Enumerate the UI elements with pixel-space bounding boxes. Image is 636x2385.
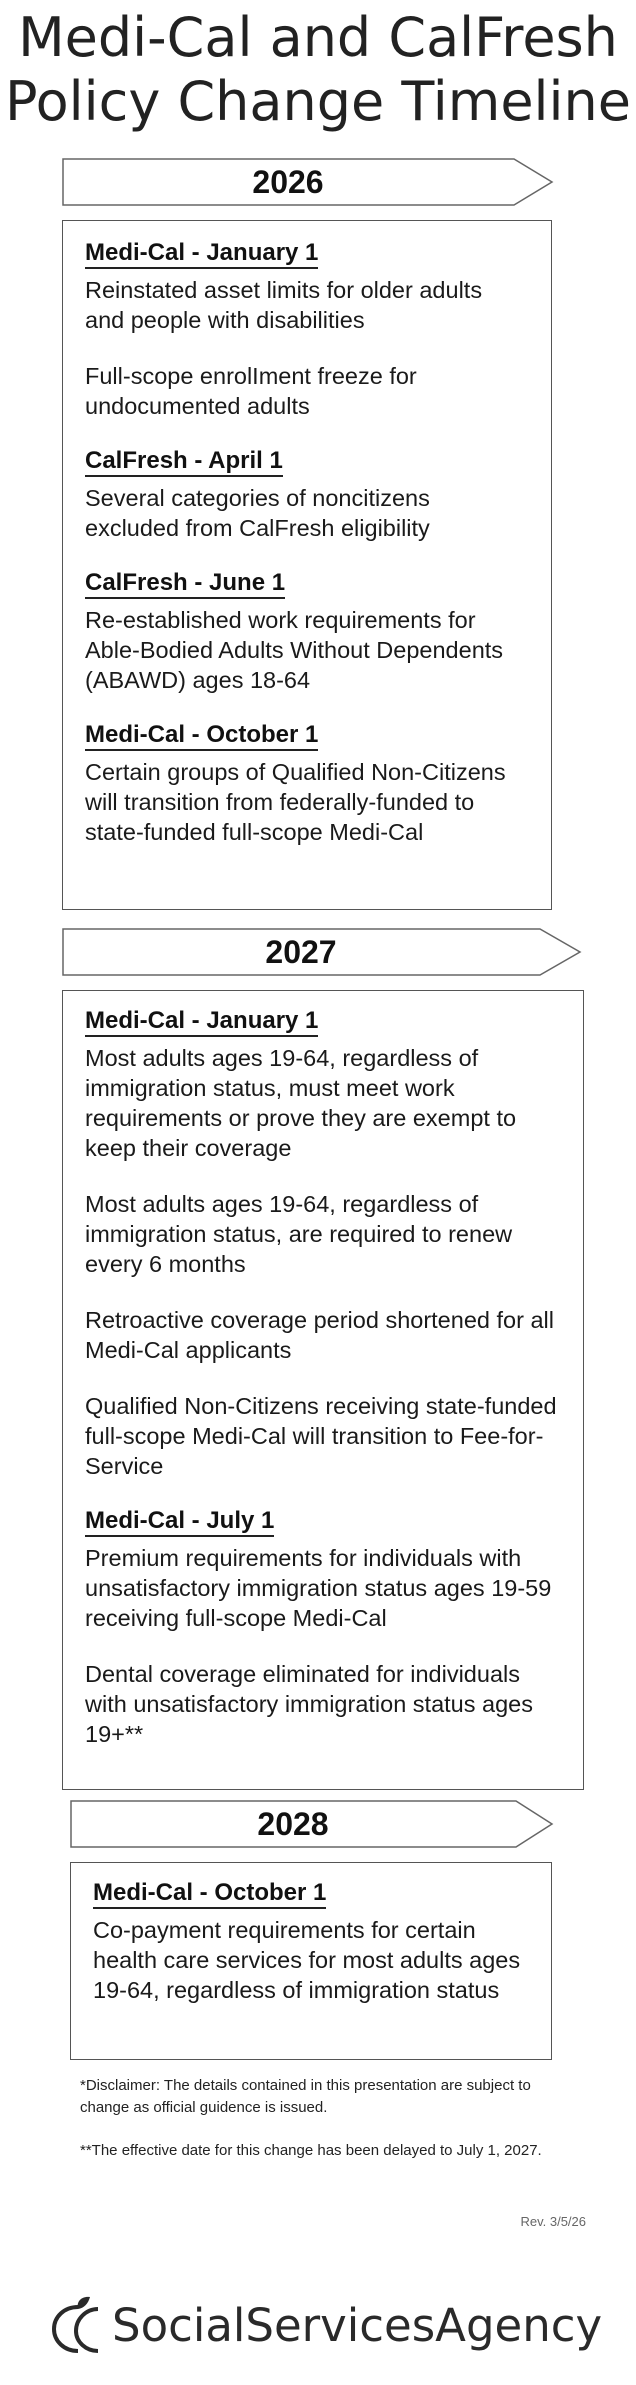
policy-item: Most adults ages 19-64, regardless of immigration status, must meet work requirements or prove they are exempt to keep their coverage: [85, 1045, 517, 1161]
group-medi-cal-oct-2026: [85, 721, 527, 847]
group-heading: Medi-Cal - July 1: [85, 1507, 274, 1537]
year-banner-2026: [62, 158, 554, 206]
year-label: 2026: [252, 164, 324, 200]
policy-item: Co-payment requirements for certain health care services for most adults ages 19-64, regardless of immigration status: [93, 1917, 521, 2003]
policy-item: Several categories of noncitizens excluded from CalFresh eligibility: [85, 485, 430, 541]
group-calfresh-apr-2026: [85, 447, 527, 543]
section-box-2027: [62, 990, 584, 1790]
year-label: 2028: [257, 1806, 329, 1842]
section-box-2028: [70, 1862, 552, 2060]
revision-label: Rev. 3/5/26: [520, 2214, 586, 2229]
cc-leaf-logo-icon: [48, 2295, 112, 2355]
group-medi-cal-oct-2028: [93, 1879, 527, 2005]
footnote: **The effective date for this change has been delayed to July 1, 2027.: [80, 2142, 542, 2159]
section-box-2026: [62, 220, 552, 910]
group-heading: Medi-Cal - October 1: [85, 721, 318, 751]
group-heading: Medi-Cal - January 1: [85, 1007, 318, 1037]
group-medi-cal-jul-2027: [85, 1507, 559, 1749]
year-label: 2027: [265, 934, 337, 970]
policy-item: Retroactive coverage period shortened for all Medi-Cal applicants: [85, 1307, 554, 1363]
group-heading: CalFresh - June 1: [85, 569, 285, 599]
year-banner-2027: [62, 928, 582, 976]
policy-item: Dental coverage eliminated for individuals with unsatisfactory immigration status ages 19+**: [85, 1661, 533, 1747]
disclaimer: *Disclaimer: The details contained in this presentation are subject to change as official guidence is issued.: [80, 2077, 531, 2116]
policy-item: Re-established work requirements for Able-Bodied Adults Without Dependents (ABAWD) ages 18-64: [85, 607, 504, 693]
policy-item: Reinstated asset limits for older adults and people with disabilities: [85, 277, 483, 333]
policy-item: Certain groups of Qualified Non-Citizens will transition from federally-funded to state-funded full-scope Medi-Cal: [85, 759, 506, 845]
group-medi-cal-jan-2026: [85, 239, 527, 421]
logo-text: SocialServicesAgency: [112, 2298, 603, 2352]
title-line-1: Medi-Cal and CalFresh: [18, 6, 618, 69]
group-medi-cal-jan-2027: [85, 1007, 559, 1481]
group-heading: Medi-Cal - January 1: [85, 239, 318, 269]
policy-item: Full-scope enrolIment freeze for undocumented adults: [85, 363, 417, 419]
policy-item: Most adults ages 19-64, regardless of immigration status, are required to renew every 6 months: [85, 1191, 513, 1277]
policy-item: Premium requirements for individuals with unsatisfactory immigration status ages 19-59 receiving full-scope Medi-Cal: [85, 1545, 552, 1631]
title-line-2: Policy Change Timeline: [4, 70, 631, 133]
group-calfresh-jun-2026: [85, 569, 527, 695]
year-banner-2028: [70, 1800, 554, 1848]
policy-item: Qualified Non-Citizens receiving state-funded full-scope Medi-Cal will transition to Fee-for-Service: [85, 1393, 557, 1479]
group-heading: Medi-Cal - October 1: [93, 1879, 326, 1909]
group-heading: CalFresh - April 1: [85, 447, 283, 477]
page-title: [0, 6, 636, 134]
agency-logo: [48, 2290, 602, 2360]
